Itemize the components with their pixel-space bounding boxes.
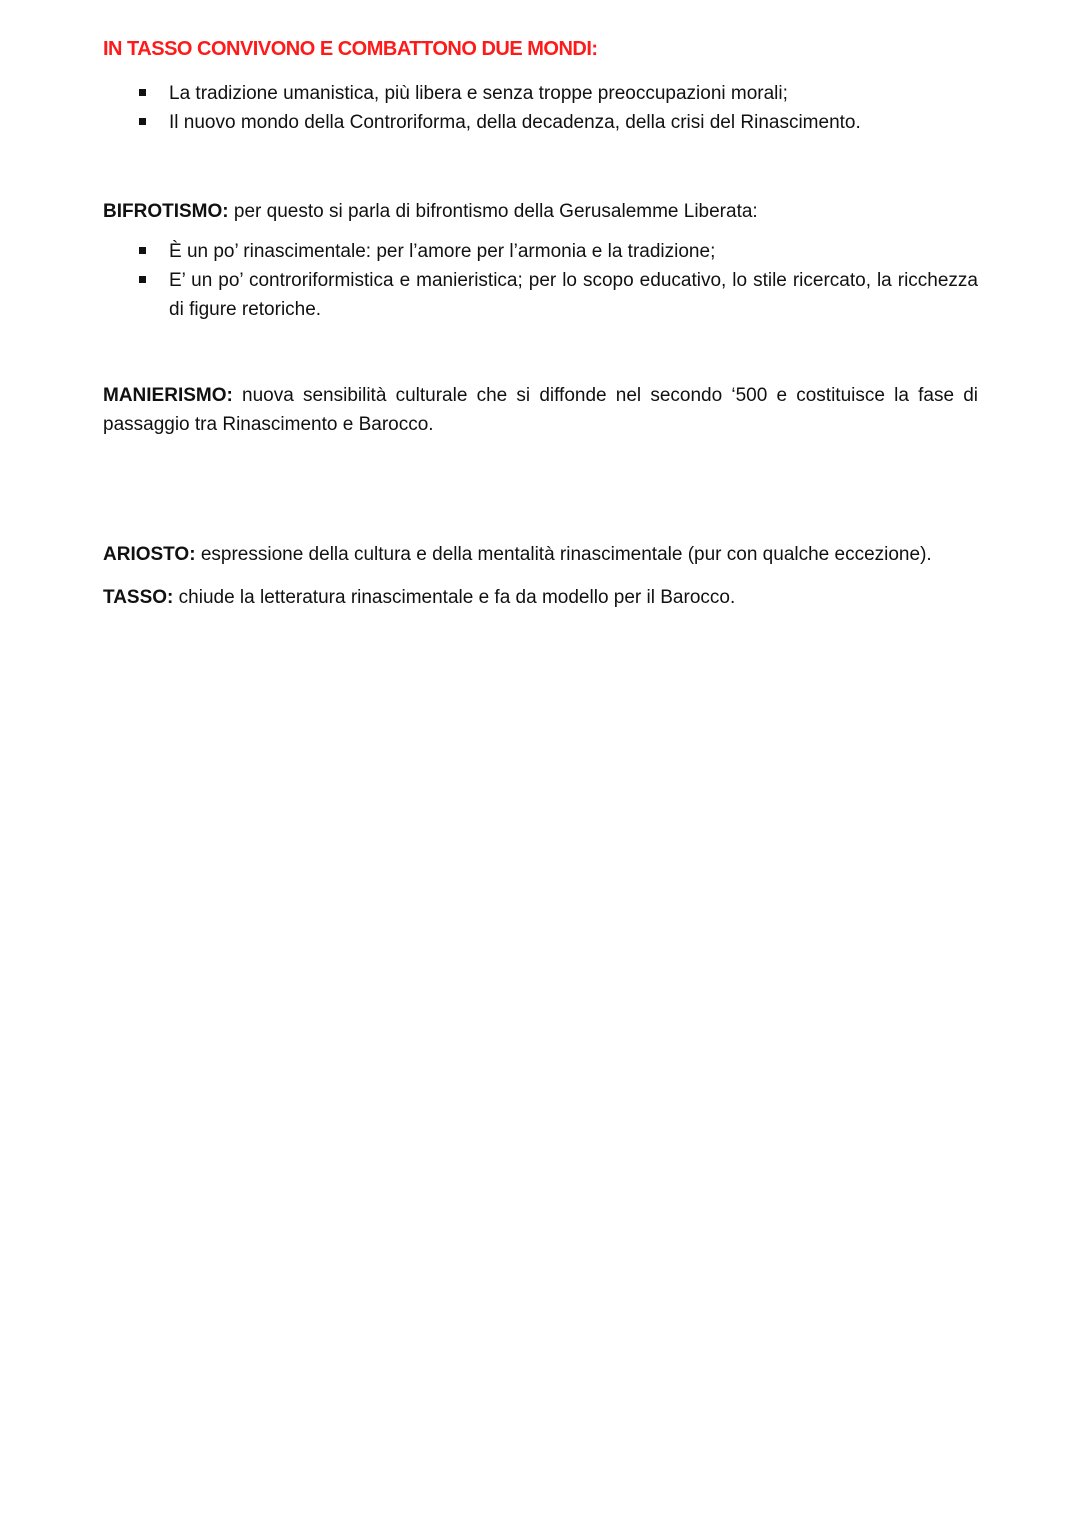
list-item [103,79,978,108]
list-item-text: La tradizione umanistica, più libera e senza troppe preoccupazioni morali; [169,83,788,104]
term-label: TASSO: [103,587,174,608]
square-bullet-icon [139,118,146,125]
list-item-text: È un po’ rinascimentale: per l’amore per l’armonia e la tradizione; [169,241,716,262]
list-item [103,108,978,137]
square-bullet-icon [139,89,146,96]
paragraph-bifrotismo [103,197,978,226]
term-label: MANIERISMO: [103,385,233,406]
list-item [103,237,978,266]
section-heading-due-mondi: IN TASSO CONVIVONO E COMBATTONO DUE MONDI: [103,38,598,60]
paragraph-tasso [103,583,978,612]
paragraph-manierismo [103,381,978,439]
term-label: BIFROTISMO: [103,201,229,222]
term-label: ARIOSTO: [103,544,196,565]
square-bullet-icon [139,276,146,283]
list-item [103,266,978,324]
paragraph-text: per questo si parla di bifrontismo della Gerusalemme Liberata: [228,201,758,222]
bullet-list-due-mondi [103,79,978,137]
list-item-text: Il nuovo mondo della Controriforma, della decadenza, della crisi del Rinascimento. [169,112,861,133]
bullet-list-bifrontismo [103,237,978,324]
paragraph-text: espressione della cultura e della mentalità rinascimentale (pur con qualche eccezione). [195,544,932,565]
paragraph-text: chiude la letteratura rinascimentale e fa da modello per il Barocco. [173,587,736,608]
square-bullet-icon [139,247,146,254]
paragraph-ariosto [103,540,978,569]
paragraph-text: nuova sensibilità culturale che si diffonde nel secondo ‘500 e costituisce la fase di passaggio tra Rinascimento e Barocco. [103,385,978,435]
list-item-text: E’ un po’ controriformistica e manieristica; per lo scopo educativo, lo stile ricercato, la ricchezza di figure retoriche. [169,270,978,320]
